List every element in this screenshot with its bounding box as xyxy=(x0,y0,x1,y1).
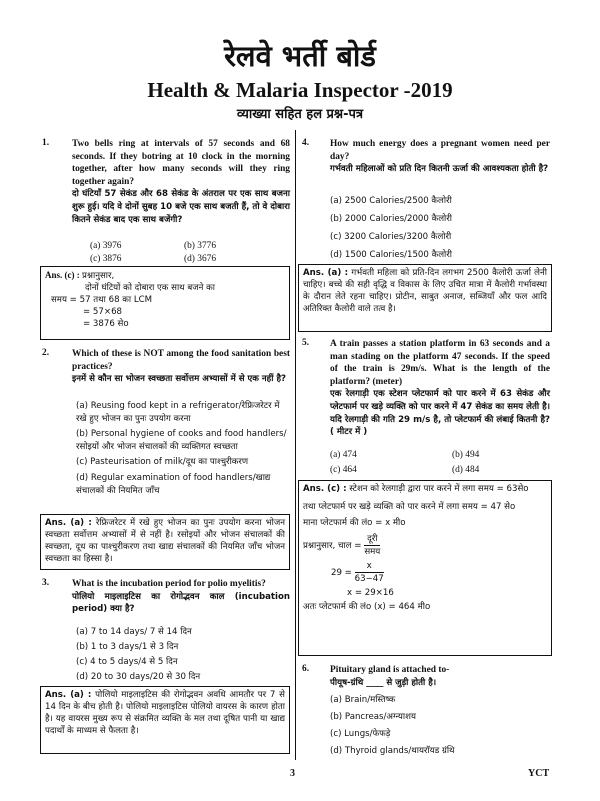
q4-answer-text: गर्भवती महिला को प्रति-दिन लगभग 2500 कैलोरी ऊर्जा लेनी चाहिए। बच्चे की सही वृद्धि व विकास के लिए उचित मात्रा में कैलोरी गर्भावस्था के दौरान लेते रहना चाहिए। प्रोटीन, साबुत अनाज, सब्जियाँ और फल आदि अतिरिक्त कैलोरी वाले तत्व है। xyxy=(303,268,547,314)
q1-option-a: (a) 3976 xyxy=(90,241,122,251)
question-2 xyxy=(72,348,290,386)
q1-option-d: (d) 3676 xyxy=(184,254,217,264)
q4-options xyxy=(330,192,550,264)
q6-option-a: (a) Brain/मस्तिष्क xyxy=(330,695,396,705)
q1-option-b: (b) 3776 xyxy=(184,241,217,251)
question-4 xyxy=(330,138,550,176)
q1-answer-line5: = 3876 सेo xyxy=(83,319,129,329)
column-divider xyxy=(295,130,296,760)
q4-text-en: How much energy does a pregnant women need per day? xyxy=(330,139,550,162)
q3-options xyxy=(76,625,290,685)
q4-text-hi: गर्भवती महिलाओं को प्रति दिन कितनी ऊर्जा की आवश्यकता होती है? xyxy=(330,164,549,175)
q5-fraction-x xyxy=(355,560,384,585)
q3-text-hi: पोलियो माइलाइटिस का रोगोद्भवन काल (incubation period) क्या है? xyxy=(72,591,290,615)
q6-option-c: (c) Lungs/फेफड़े xyxy=(330,729,391,739)
q2-option-a: (a) Reusing food kept in a refrigerator/रेफ्रिजरेटर में रखे हुए भोजन का पुनः उपयोग करना xyxy=(76,401,280,424)
header-title-hindi: रेलवे भर्ती बोर्ड xyxy=(224,39,376,73)
q5-option-d: (d) 484 xyxy=(452,465,480,475)
q1-number: 1. xyxy=(42,138,50,148)
question-1 xyxy=(72,138,290,226)
q2-option-b: (b) Personal hygiene of cooks and food handlers/रसोइयों और भोजन संचालकों की व्यक्तिगत स्वच्छता xyxy=(76,429,287,452)
q5-answer-line4: प्रश्नानुसार, चाल = xyxy=(303,541,362,551)
q6-text-hi: पीयूष-ग्रंथि ____ से जुड़ी होती है। xyxy=(330,677,437,688)
q4-number: 4. xyxy=(302,138,310,148)
question-3 xyxy=(72,578,290,616)
q6-option-b: (b) Pancreas/अग्न्याशय xyxy=(330,712,416,722)
q5-answer-box xyxy=(298,480,552,656)
q5-answer-line1: स्टेशन को रेलगाड़ी द्वारा पार करने में लगा समय = 63सेo xyxy=(349,484,529,494)
q4-option-d: (d) 1500 Calories/1500 कैलोरी xyxy=(330,250,452,260)
q2-number: 2. xyxy=(42,348,50,358)
q2-text-en: Which of these is NOT among the food sanitation best practices? xyxy=(72,349,290,372)
q3-option-d: (d) 20 to 30 days/20 से 30 दिन xyxy=(76,672,201,682)
q2-answer-text: रेफ्रिजरेटर में रखे हुए भोजन का पुनः उपयोग करना भोजन स्वच्छता सर्वोत्तम अभ्यासों में से नहीं है। रसोइयों और भोजन संचालकों की स्वच्छता, दूध का पाश्चुरीकरण तथा खाद्य संचालकों की नियमित जाँच भोजन स्वच्छता का हिस्सा है। xyxy=(45,518,285,564)
q5-option-a: (a) 474 xyxy=(330,450,357,460)
q3-number: 3. xyxy=(42,578,50,588)
q6-options xyxy=(330,692,550,760)
q5-answer-line7: अतः प्लेटफार्म की लंo (x) = 464 मीo xyxy=(303,602,431,612)
q1-answer-box xyxy=(40,266,290,340)
q4-answer-label: Ans. (a) : xyxy=(303,268,349,278)
q6-option-d: (d) Thyroid glands/थायरॉयड ग्रंथि xyxy=(330,746,455,756)
q5-text-en: A train passes a station platform in 63 seconds and a man stading on the platform 47 seconds. If the speed of the train is 29m/s. What is the length of the platform? (meter) xyxy=(330,339,550,387)
header-title-english: Health & Malaria Inspector -2019 xyxy=(147,78,453,102)
q5-answer-line2: तथा प्लेटफार्म पर खड़े व्यक्ति को पार करने में लगा समय = 47 सेo xyxy=(303,502,516,512)
q5-answer-line5: 29 = xyxy=(331,568,352,578)
q3-text-en: What is the incubation period for polio myelitis? xyxy=(72,579,266,589)
question-5 xyxy=(330,338,550,439)
q1-option-c: (c) 3876 xyxy=(90,254,122,264)
q6-number: 6. xyxy=(302,664,310,674)
header-subtitle: व्याख्या सहित हल प्रश्न-पत्र xyxy=(236,107,364,122)
publisher-brand: YCT xyxy=(528,768,550,779)
q2-options xyxy=(76,400,290,497)
q2-option-d: (d) Regular examination of food handlers/खाद्य संचालकों की नियमित जाँच xyxy=(76,472,271,496)
q1-answer-line4: = 57×68 xyxy=(83,307,123,317)
q5-fraction-x-num: x xyxy=(355,560,384,573)
q5-answer-line6: x = 29×16 xyxy=(347,588,394,598)
q3-answer-text: पोलियो माइलाइटिस की रोगोद्भवन अवधि आमतौर पर 7 से 14 दिन के बीच होती है। पोलियो माइलाइटिस पोलियो वायरस के कारण होता है। यह वायरस मुख्य रूप से संक्रमित व्यक्ति के मल तथा दूषित पानी या खाद्य पदार्थों के माध्यम से फैलता है। xyxy=(45,690,285,736)
q2-answer-label: Ans. (a) : xyxy=(45,518,92,528)
q1-answer-line3: समय = 57 तथा 68 का LCM xyxy=(51,295,153,305)
q1-text-hi: दो घंटियाँ 57 सेकंड और 68 सेकंड के अंतराल पर एक साथ बजना शुरू हुई। यदि वे दोनों सुबह 10 बजे एक साथ बजती हैं, तो वे दोबारा कितने सेकंड बाद एक साथ बजेंगी? xyxy=(72,189,290,225)
q1-answer-label: Ans. (c) : xyxy=(45,270,80,280)
q1-text-en: Two bells ring at intervals of 57 seconds and 68 seconds. If they botring at 10 clock in the morning together, after how many seconds will they ring together again? xyxy=(72,139,290,187)
q5-number: 5. xyxy=(302,338,310,348)
q4-answer-box xyxy=(298,264,552,332)
q5-fraction-speed-num: दूरी xyxy=(364,533,380,546)
q6-text-en: Pituitary gland is attached to- xyxy=(330,665,450,675)
q2-answer-box xyxy=(40,514,290,570)
q3-option-c: (c) 4 to 5 days/4 से 5 दिन xyxy=(76,657,178,667)
page-number: 3 xyxy=(290,768,295,779)
q2-text-hi: इनमें से कौन सा भोजन स्वच्छता सर्वोत्तम अभ्यासों में से एक नहीं है? xyxy=(72,374,287,385)
q5-text-hi: एक रेलगाड़ी एक स्टेशन प्लेटफार्म को पार करने में 63 सेकंड और प्लेटफार्म पर खड़े व्यक्ति को पार करने में 47 सेकंड का समय लेती है। यदि रेलगाड़ी की गति 29 m/s है, तो प्लेटफार्म की लंबाई कितनी है? ( मीटर में ) xyxy=(330,389,550,438)
q3-option-b: (b) 1 to 3 days/1 से 3 दिन xyxy=(76,642,179,652)
q4-option-c: (c) 3200 Calories/3200 कैलोरी xyxy=(330,232,452,242)
q4-option-a: (a) 2500 Calories/2500 कैलोरी xyxy=(330,196,452,206)
q4-option-b: (b) 2000 Calories/2000 कैलोरी xyxy=(330,214,452,224)
q5-fraction-speed xyxy=(364,533,380,558)
q5-answer-line3: माना प्लेटफार्म की लंo = x मीo xyxy=(303,518,406,528)
q5-option-b: (b) 494 xyxy=(452,450,480,460)
q3-option-a: (a) 7 to 14 days/ 7 से 14 दिन xyxy=(76,627,192,637)
q1-answer-line2: दोनों घंटियों को दोबारा एक साथ बजने का xyxy=(85,283,215,293)
q5-fraction-speed-den: समय xyxy=(364,547,381,557)
q5-option-c: (c) 464 xyxy=(330,465,357,475)
q3-answer-box xyxy=(40,686,290,754)
question-6 xyxy=(330,664,550,689)
q5-answer-label: Ans. (c) : xyxy=(303,484,347,494)
q2-option-c: (c) Pasteurisation of milk/दूध का पाश्चुरीकरण xyxy=(76,457,249,468)
q5-fraction-x-den: 63−47 xyxy=(354,574,384,584)
q3-answer-label: Ans. (a) : xyxy=(45,690,92,700)
q1-answer-line1: प्रश्नानुसार, xyxy=(82,271,115,281)
